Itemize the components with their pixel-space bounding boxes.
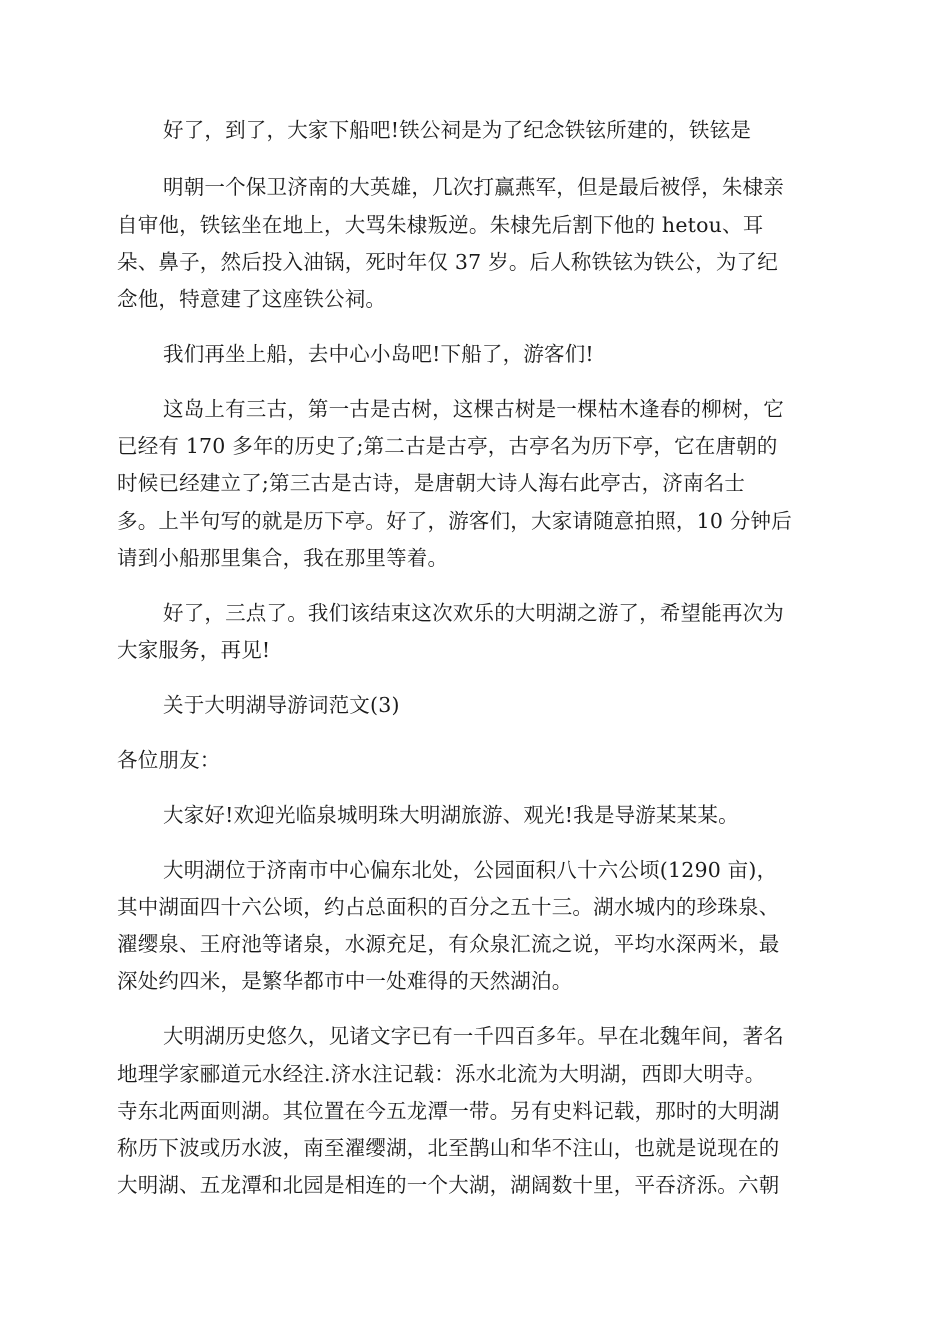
text-line: 大明湖、五龙潭和北园是相连的一个大湖，湖阔数十里，平吞济泺。六朝 <box>117 1173 780 1197</box>
text-line: 称历下波或历水波，南至濯缨湖，北至鹊山和华不注山，也就是说现在的 <box>117 1136 780 1160</box>
text-line: 好了，三点了。我们该结束这次欢乐的大明湖之游了，希望能再次为 <box>163 601 784 625</box>
salutation: 各位朋友： <box>117 748 221 772</box>
text-line: 大家好!欢迎光临泉城明珠大明湖旅游、观光!我是导游某某某。 <box>163 803 739 827</box>
text-line: 已经有 170 多年的历史了;第二古是古亭，古亭名为历下亭，它在唐朝的 <box>117 434 778 458</box>
text-line: 大明湖位于济南市中心偏东北处，公园面积八十六公顷(1290 亩)， <box>163 858 778 882</box>
text-line: 大家服务，再见! <box>117 638 271 662</box>
text-line: 深处约四米，是繁华都市中一处难得的天然湖泊。 <box>117 969 573 993</box>
text-line: 濯缨泉、王府池等诸泉，水源充足，有众泉汇流之说，平均水深两米，最 <box>117 932 780 956</box>
text-line: 寺东北两面则湖。其位置在今五龙潭一带。另有史料记载，那时的大明湖 <box>117 1099 780 1123</box>
text-line: 念他，特意建了这座铁公祠。 <box>117 287 387 311</box>
text-line: 其中湖面四十六公顷，约占总面积的百分之五十三。湖水城内的珍珠泉、 <box>117 895 780 919</box>
text-line: 我们再坐上船，去中心小岛吧!下船了，游客们! <box>163 342 594 366</box>
text-line: 大明湖历史悠久，见诸文字已有一千四百多年。早在北魏年间，著名 <box>163 1024 784 1048</box>
text-line: 好了，到了，大家下船吧!铁公祠是为了纪念铁铉所建的，铁铉是 <box>163 118 752 142</box>
text-line: 请到小船那里集合，我在那里等着。 <box>117 546 449 570</box>
text-line: 自审他，铁铉坐在地上，大骂朱棣叛逆。朱棣先后割下他的 hetou、耳 <box>117 213 764 237</box>
text-line: 明朝一个保卫济南的大英雄，几次打赢燕军，但是最后被俘，朱棣亲 <box>163 175 784 199</box>
text-line: 时候已经建立了;第三古是古诗，是唐朝大诗人海右此亭古，济南名士 <box>117 471 746 495</box>
text-line: 朵、鼻子，然后投入油锅，死时年仅 37 岁。后人称铁铉为铁公，为了纪 <box>117 250 778 274</box>
text-line: 这岛上有三古，第一古是古树，这棵古树是一棵枯木逢春的柳树，它 <box>163 397 784 421</box>
text-line: 地理学家郦道元水经注.济水注记载：泺水北流为大明湖，西即大明寺。 <box>117 1062 766 1086</box>
text-line: 多。上半句写的就是历下亭。好了，游客们，大家请随意拍照，10 分钟后 <box>117 509 792 533</box>
section-heading: 关于大明湖导游词范文(3) <box>163 693 400 717</box>
